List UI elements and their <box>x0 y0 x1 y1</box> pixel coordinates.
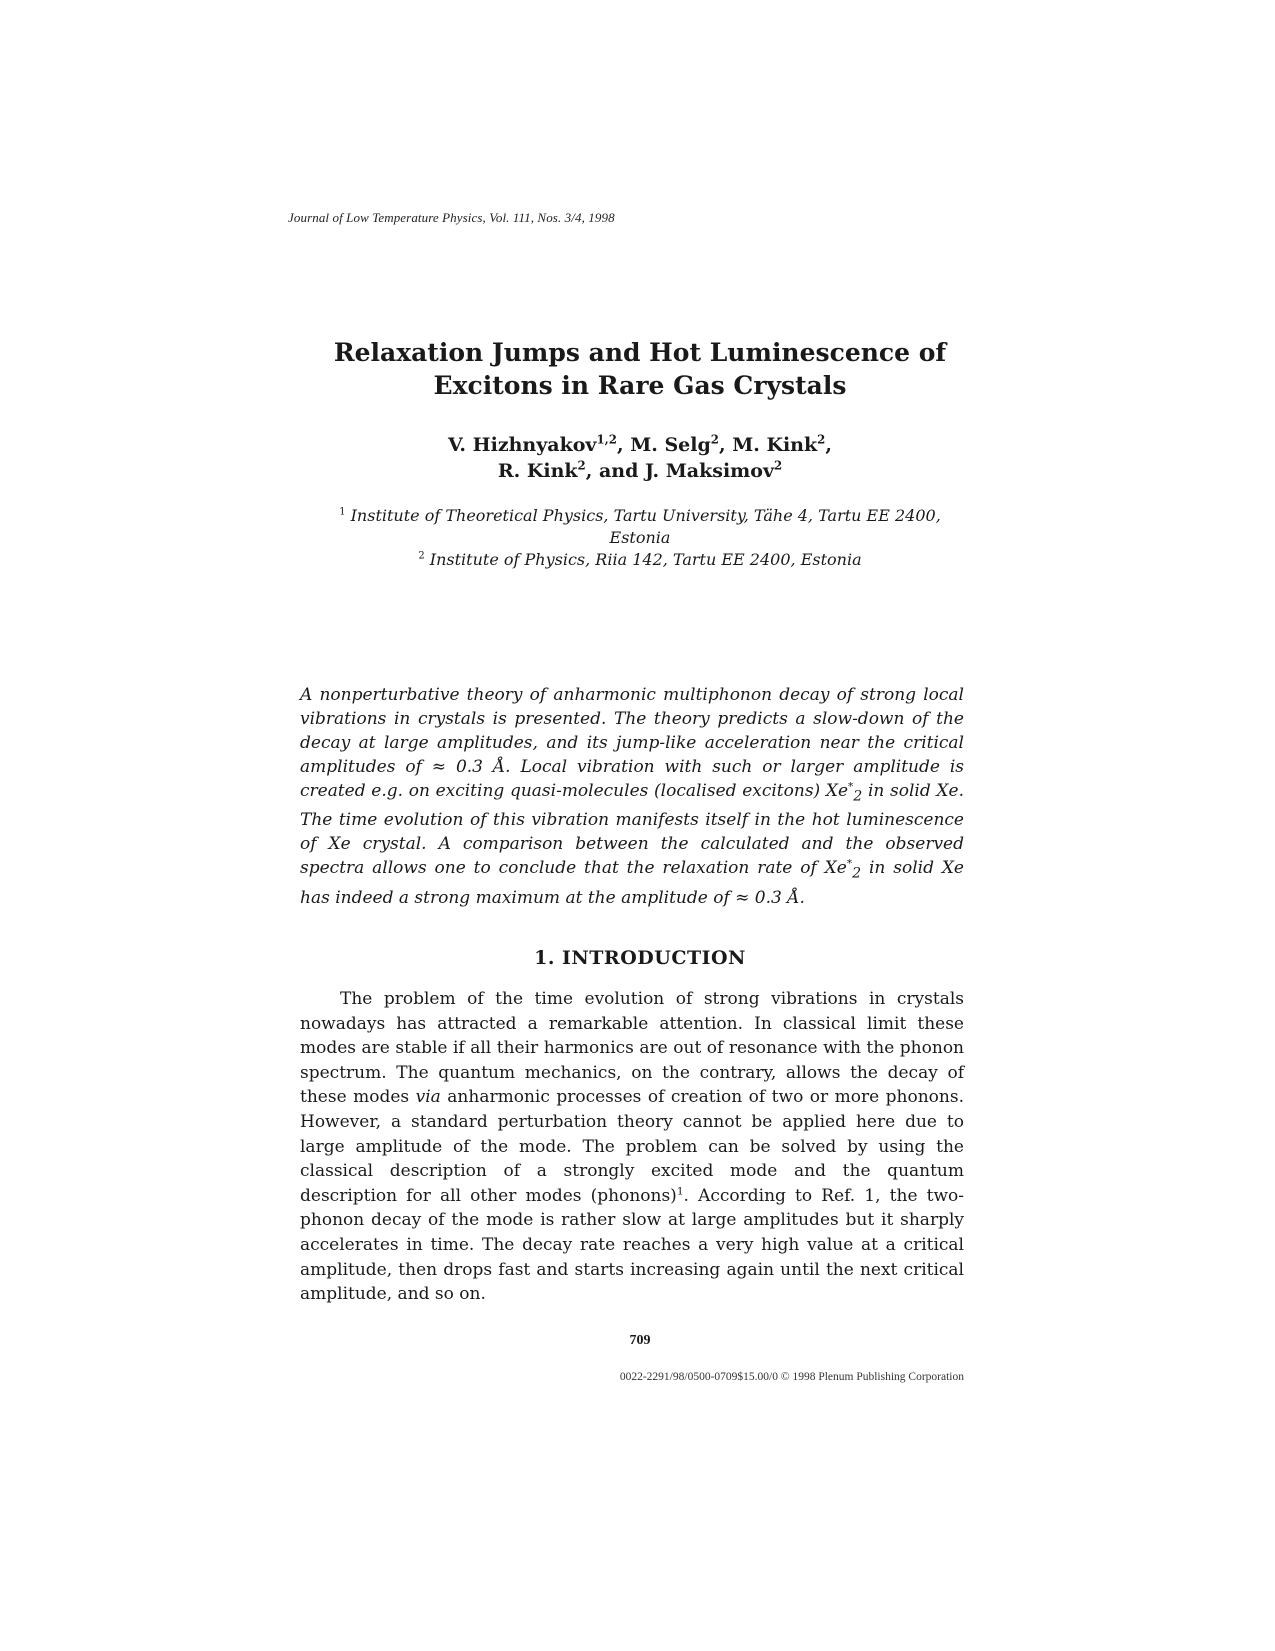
copyright-line: 0022-2291/98/0500-0709$15.00/0 © 1998 Plenum Publishing Corporation <box>619 1371 964 1383</box>
dimer-subscript: 2 <box>852 865 862 882</box>
paper-title <box>260 336 1020 402</box>
dimer-subscript: 2 <box>853 788 863 805</box>
abstract-text: in solid Xe. The time evolution of this vibration manifests itself in the hot luminescence of Xe crystal. A comparison between the calculated and the observed spectra allows one to conclude that the relaxation rate of Xe <box>300 781 964 879</box>
body-text: . According to Ref. 1, the two-phonon decay of the mode is rather slow at large amplitudes but it sharply accelerates in time. The decay rate reaches a very high value at a critical amplitude, then drops fast and starts increasing again until the next critical amplitude, and so on. <box>300 1185 964 1305</box>
title-line-2: Excitons in Rare Gas Crystals <box>433 371 847 400</box>
author-name: V. Hizhnyakov <box>448 434 597 456</box>
author-affiliation-mark: 2 <box>577 458 586 473</box>
abstract-text: in solid Xe has indeed a strong maximum at the amplitude of ≈ 0.3 Å. <box>300 858 964 908</box>
affiliation-1-continued: Estonia <box>609 528 671 547</box>
affiliation-text: Institute of Theoretical Physics, Tartu University, Tähe 4, Tartu EE 2400, <box>350 506 941 525</box>
author-line-1 <box>260 432 1020 458</box>
page-number: 709 <box>629 1333 651 1348</box>
affiliation-text: Institute of Physics, Riia 142, Tartu EE 2400, Estonia <box>429 550 862 569</box>
title-line-1: Relaxation Jumps and Hot Luminescence of <box>333 338 947 367</box>
body-text: anharmonic processes of creation of two or more phonons. However, a standard perturbation theory cannot be applied here due to large amplitude of the mode. The problem can be solved by using the classical description of a strongly excited mode and the quantum description for all other modes (phonons) <box>300 1087 964 1206</box>
author-name: R. Kink <box>497 460 578 482</box>
author-line-2 <box>260 458 1020 484</box>
author-conjunction: , and <box>585 460 645 482</box>
journal-citation: Journal of Low Temperature Physics, Vol. 111, Nos. 3/4, 1998 <box>288 210 615 225</box>
excited-state-mark: * <box>846 857 853 870</box>
abstract-text: A nonperturbative theory of anharmonic multiphonon decay of strong local vibrations in crystals is presented. The theory predicts a slow-down of the decay at large amplitudes, and its jump-like acceleration near the critical amplitudes of ≈ 0.3 Å. Local vibration with such or larger amplitude is created e.g. on exciting quasi-molecules (localised excitons) Xe <box>300 685 964 801</box>
author-list <box>260 432 1020 484</box>
italic-word: via <box>415 1087 441 1108</box>
author-name: M. Kink <box>732 434 818 456</box>
affiliation-mark: 1 <box>339 506 346 518</box>
author-separator: , <box>616 434 631 456</box>
author-separator: , <box>718 434 733 456</box>
author-affiliation-mark: 2 <box>817 432 826 447</box>
author-name: J. Maksimov <box>645 460 774 482</box>
abstract <box>300 683 964 910</box>
affiliation-mark: 2 <box>418 550 425 562</box>
author-separator: , <box>825 434 832 456</box>
section-heading: 1. INTRODUCTION <box>534 947 746 969</box>
author-affiliation-mark: 2 <box>773 458 783 473</box>
body-paragraph <box>300 987 964 1307</box>
author-affiliation-mark: 1,2 <box>596 432 617 447</box>
affiliations <box>260 505 1020 571</box>
excited-state-mark: * <box>848 780 854 793</box>
author-affiliation-mark: 2 <box>710 432 719 447</box>
reference-mark: 1 <box>676 1185 684 1198</box>
author-name: M. Selg <box>630 434 711 456</box>
affiliation-1 <box>260 505 1020 527</box>
body-text: The problem of the time evolution of strong vibrations in crystals nowadays has attracted a remarkable attention. In classical limit these modes are stable if all their harmonics are out of resonance with the phonon spectrum. The quantum mechanics, on the contrary, allows the decay of these modes <box>300 989 964 1108</box>
affiliation-2 <box>260 549 1020 571</box>
